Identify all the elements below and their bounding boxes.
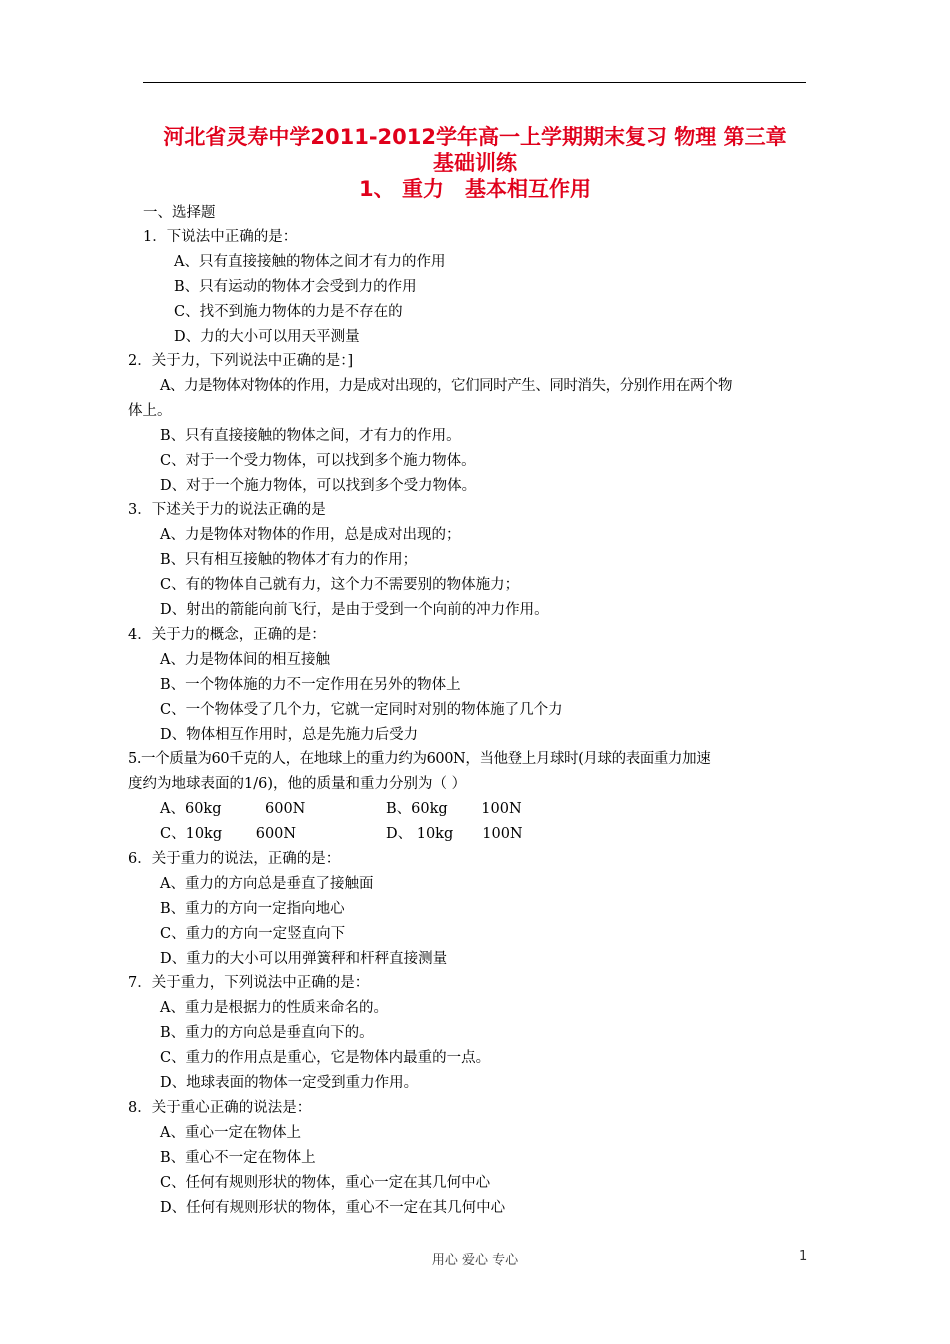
q2-option-d: D、对于一个施力物体，可以找到多个受力物体。 xyxy=(160,478,477,494)
q2-option-c: C、对于一个受力物体，可以找到多个施力物体。 xyxy=(160,453,476,469)
q7-stem: 7．关于重力，下列说法中正确的是： xyxy=(128,975,370,991)
q3-option-b: B、只有相互接触的物体才有力的作用； xyxy=(160,552,418,568)
q2-option-b: B、只有直接接触的物体之间，才有力的作用。 xyxy=(160,428,461,444)
q5-option-c: C、10kg 600N xyxy=(160,826,297,842)
q1-stem: 1．下说法中正确的是： xyxy=(143,229,298,245)
doc-title-line2: 基础训练 xyxy=(433,151,517,175)
q1-option-c: C、找不到施力物体的力是不存在的 xyxy=(174,304,403,320)
q4-option-c: C、一个物体受了几个力，它就一定同时对别的物体施了几个力 xyxy=(160,702,563,718)
q8-stem: 8．关于重心正确的说法是： xyxy=(128,1100,312,1116)
q7-option-d: D、地球表面的物体一定受到重力作用。 xyxy=(160,1075,419,1091)
q7-option-b: B、重力的方向总是垂直向下的。 xyxy=(160,1025,374,1041)
q7-option-a: A、重力是根据力的性质来命名的。 xyxy=(160,1000,388,1016)
q1-option-b: B、只有运动的物体才会受到力的作用 xyxy=(174,279,417,295)
q6-option-c: C、重力的方向一定竖直向下 xyxy=(160,926,346,942)
page-number: 1 xyxy=(799,1249,808,1264)
q4-option-a: A、力是物体间的相互接触 xyxy=(160,652,330,668)
q5-option-d: D、 10kg 100N xyxy=(386,826,523,842)
q3-option-a: A、力是物体对物体的作用，总是成对出现的； xyxy=(160,527,461,543)
q4-option-d: D、物体相互作用时，总是先施力后受力 xyxy=(160,727,419,743)
q5-option-a: A、60kg 600N xyxy=(160,801,306,817)
page-footer: 用心 爱心 专心 xyxy=(431,1253,519,1268)
q8-option-a: A、重心一定在物体上 xyxy=(160,1125,301,1141)
q8-option-c: C、任何有规则形状的物体，重心一定在其几何中心 xyxy=(160,1175,491,1191)
q8-option-b: B、重心不一定在物体上 xyxy=(160,1150,316,1166)
q2-option-a-line2: 体上。 xyxy=(128,403,172,419)
q5-stem-line1: 5.一个质量为60千克的人，在地球上的重力约为600N，当他登上月球时(月球的表面重力加速 xyxy=(128,751,711,767)
q5-option-b: B、60kg 100N xyxy=(386,801,522,817)
q3-stem: 3．下述关于力的说法正确的是 xyxy=(128,502,326,518)
doc-title-line3: 1、 重力 基本相互作用 xyxy=(359,177,591,201)
doc-title-line1: 河北省灵寿中学2011-2012学年高一上学期期末复习 物理 第三章 xyxy=(163,125,787,149)
q1-option-d: D、力的大小可以用天平测量 xyxy=(174,329,360,345)
q3-option-d: D、射出的箭能向前飞行，是由于受到一个向前的冲力作用。 xyxy=(160,602,549,618)
q6-option-a: A、重力的方向总是垂直了接触面 xyxy=(160,876,374,892)
q4-stem: 4．关于力的概念，正确的是： xyxy=(128,627,326,643)
q5-stem-line2: 度约为地球表面的1/6)，他的质量和重力分别为（ ） xyxy=(128,776,467,792)
q6-option-b: B、重力的方向一定指向地心 xyxy=(160,901,345,917)
q7-option-c: C、重力的作用点是重心，它是物体内最重的一点。 xyxy=(160,1050,491,1066)
header-rule xyxy=(143,82,806,83)
q6-stem: 6．关于重力的说法，正确的是： xyxy=(128,851,341,867)
section-heading: 一、选择题 xyxy=(143,205,216,221)
q2-stem: 2．关于力，下列说法中正确的是：] xyxy=(128,353,354,369)
q3-option-c: C、有的物体自己就有力，这个力不需要别的物体施力； xyxy=(160,577,520,593)
q1-option-a: A、只有直接接触的物体之间才有力的作用 xyxy=(174,254,446,270)
q6-option-d: D、重力的大小可以用弹簧秤和杆秤直接测量 xyxy=(160,951,448,967)
q4-option-b: B、一个物体施的力不一定作用在另外的物体上 xyxy=(160,677,461,693)
q8-option-d: D、任何有规则形状的物体，重心不一定在其几何中心 xyxy=(160,1200,506,1216)
q2-option-a-line1: A、力是物体对物体的作用，力是成对出现的，它们同时产生、同时消失，分别作用在两个物 xyxy=(160,378,733,394)
